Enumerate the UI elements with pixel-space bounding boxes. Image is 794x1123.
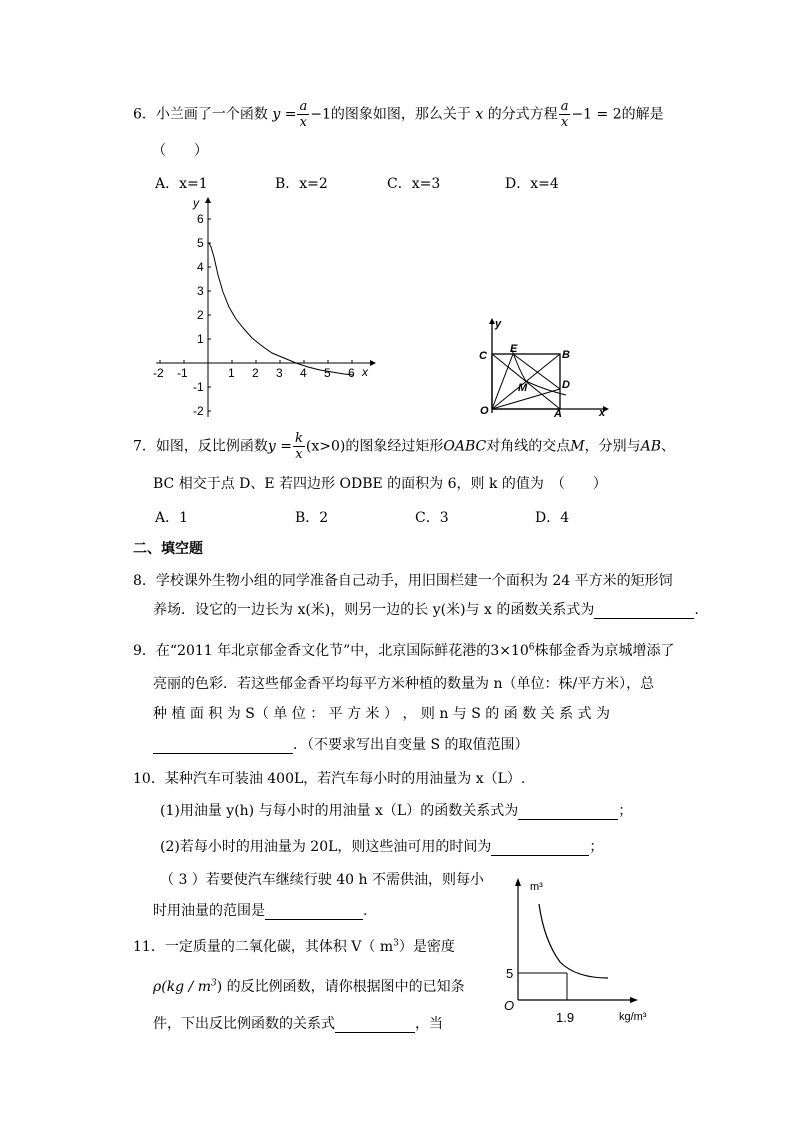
graph2-label-a: A xyxy=(554,408,562,419)
q10-part2-blank[interactable] xyxy=(491,841,589,856)
graph3-x-value: 1.9 xyxy=(556,1010,575,1024)
q8-answer-blank[interactable] xyxy=(594,604,694,619)
x-tick-label: 5 xyxy=(324,366,331,380)
y-tick-label: 3 xyxy=(197,284,204,298)
graph2-label-b: B xyxy=(562,349,570,361)
q7-fraction: $\frac{k}{x}$ xyxy=(295,431,303,462)
x-tick-label: -1 xyxy=(177,366,188,380)
graph1-curve xyxy=(209,243,354,375)
q7-line2: BC 相交于点 D、E 若四边形 ODBE 的面积为 6，则 k 的值为 （ ） xyxy=(153,476,607,492)
q9-line2: 亮丽的色彩．若这些郁金香平均每平方米种植的数量为 n（单位：株/平方米），总 xyxy=(153,676,655,692)
q6-option-a: A．x=1 xyxy=(155,176,208,192)
q9-line1: 9．在“2011 年北京郁金香文化节”中，北京国际鲜花港的$3\times 10^6$株郁金香为京城增添了 xyxy=(133,642,675,659)
q6-option-d: D．x=4 xyxy=(505,176,559,192)
graph1-x-label: x xyxy=(362,365,368,379)
q6-fraction2: $\frac{a}{x}$ xyxy=(560,99,569,130)
x-tick-label: 6 xyxy=(348,366,355,380)
graph2-label-c: C xyxy=(479,350,487,362)
y-tick-label: -2 xyxy=(193,404,204,418)
q6-option-c: C．x=3 xyxy=(387,176,441,192)
q8-line1: 8．学校课外生物小组的同学准备自己动手，用旧围栏建一个面积为 24 平方米的矩形饲 xyxy=(133,573,673,589)
q7-option-a: A．1 xyxy=(155,510,189,526)
q7-line1: 7．如图，反比例函数y = $\frac{k}{x}$ (x>0)的图象经过矩形OABC对角线的交点M，分别与AB、 xyxy=(133,431,675,462)
q10-part3-blank[interactable] xyxy=(265,905,363,920)
q10-part3-line2: 时用油量的范围是 . xyxy=(153,903,368,919)
q6-y-eq: y = xyxy=(272,106,297,123)
q11-density-graph xyxy=(498,872,664,1024)
q6-number: 6． xyxy=(133,106,156,123)
section-heading: 二、填空题 xyxy=(133,541,203,557)
graph1-x-tick-labels xyxy=(153,366,355,380)
q6-fraction1: $\frac{a}{x}$ xyxy=(299,99,308,130)
y-tick-label: 6 xyxy=(197,212,204,226)
q7-option-b: B．2 xyxy=(295,510,329,526)
x-tick-label: 3 xyxy=(276,366,283,380)
q6-option-b: B．x=2 xyxy=(275,176,328,192)
q7-option-d: D．4 xyxy=(535,510,570,526)
q10-line1: 10．某种汽车可装油 400L，若汽车每小时的用油量为 x（L）. xyxy=(133,771,526,787)
q10-part1: (1)用油量 y(h) 与每小时的用油量 x（L）的函数关系式为 ； xyxy=(160,803,633,819)
graph3-x-arrow xyxy=(630,997,638,1003)
graph3-x-unit: kg/m³ xyxy=(619,1011,647,1023)
q11-line2: $\rho(kg / m^3)$ 的反比例函数，请你根据图中的已知条 xyxy=(153,978,465,995)
q7-rectangle-graph xyxy=(470,317,620,419)
q6-hyperbola-graph xyxy=(148,195,378,423)
q9-line3: 种 植 面 积 为 S（ 单 位 ： 平 方 米 ） ， 则 n 与 S 的 函 数 关 系 式 为 xyxy=(153,706,611,722)
q8-line2: 养场．设它的一边长为 x(米)，则另一边的长 y(米)与 x 的函数关系式为 . xyxy=(153,602,699,618)
y-tick-label: 2 xyxy=(197,308,204,322)
q6-paren: （ ） xyxy=(152,143,208,159)
q10-part1-blank[interactable] xyxy=(518,805,618,820)
graph3-y-arrow xyxy=(515,878,521,886)
graph2-label-e: E xyxy=(510,343,518,355)
q6-text1: 小兰画了一个函数 xyxy=(155,106,268,123)
graph1-y-label: y xyxy=(193,196,199,210)
y-tick-label: -1 xyxy=(193,380,204,394)
x-tick-label: 1 xyxy=(228,366,235,380)
x-tick-label: 2 xyxy=(252,366,259,380)
q11-line1: 11．一定质量的二氧化碳，其体积 V（ $m^3$）是密度 xyxy=(133,938,455,955)
q10-part2: (2)若每小时的用油量为 20L，则这些油可用的时间为 ； xyxy=(160,839,604,855)
graph1-y-arrow xyxy=(205,197,211,203)
graph3-y-value: 5 xyxy=(506,966,514,981)
graph2-label-m: M xyxy=(518,382,528,394)
q10-part3: （ 3 ）若要使汽车继续行驶 40 h 不需供油，则每小 xyxy=(160,872,484,888)
graph1-x-arrow xyxy=(370,360,376,366)
y-tick-label: 5 xyxy=(197,236,204,250)
graph3-origin: O xyxy=(504,998,515,1013)
graph3-y-unit: m³ xyxy=(530,881,543,893)
q9-answer-blank[interactable] xyxy=(153,739,293,754)
x-tick-label: 4 xyxy=(300,366,307,380)
graph1-y-tick-labels xyxy=(193,212,204,418)
q9-line4: ．（不要求写出自变量 S 的取值范围） xyxy=(153,734,529,754)
q6-line1: 6．小兰画了一个函数 y = $\frac{a}{x}$ −1的图象如图，那么关于 x 的分式方程 $\frac{a}{x}$ −1 = 2的解是 xyxy=(133,99,664,130)
graph2-label-y: y xyxy=(495,318,502,330)
graph2-label-d: D xyxy=(562,379,570,391)
q11-line3: 件，下出反比例函数的关系式 ，当 xyxy=(153,1016,443,1032)
graph2-label-x: x xyxy=(599,407,606,419)
x-tick-label: -2 xyxy=(153,366,164,380)
q7-option-c: C．3 xyxy=(415,510,449,526)
y-tick-label: 4 xyxy=(197,260,204,274)
graph3-curve xyxy=(539,904,608,978)
q11-answer-blank[interactable] xyxy=(335,1018,415,1033)
y-tick-label: 1 xyxy=(197,332,204,346)
graph2-label-o: O xyxy=(480,405,489,417)
